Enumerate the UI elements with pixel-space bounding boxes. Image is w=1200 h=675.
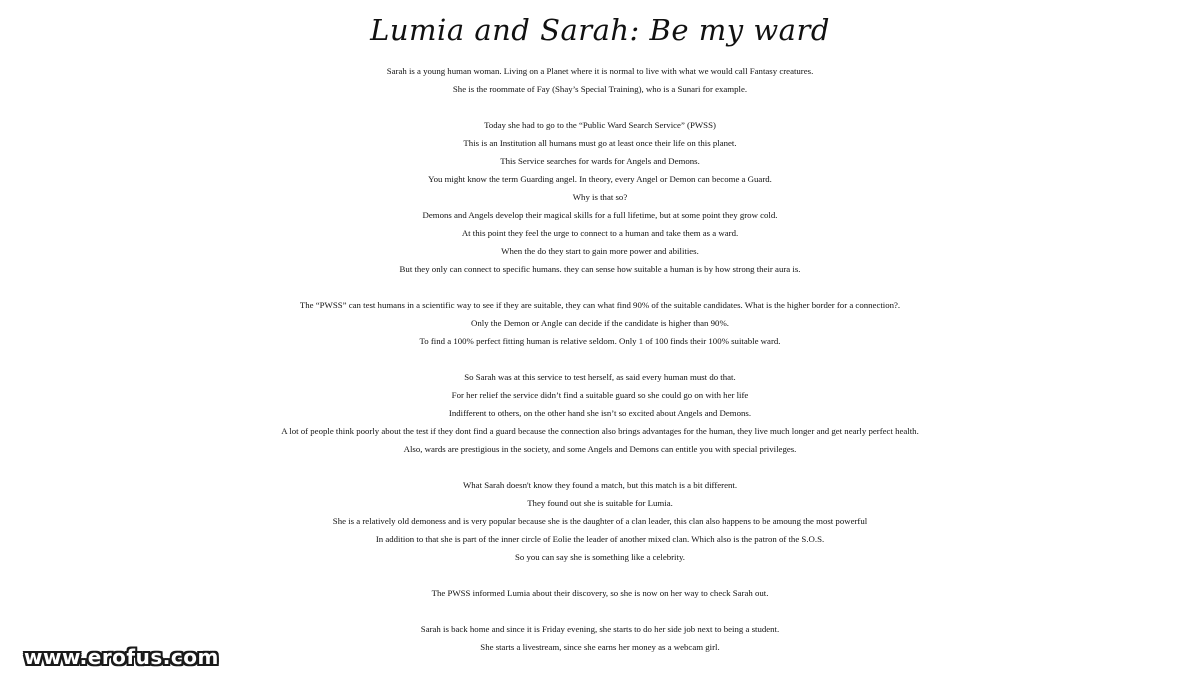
text-line: Only the Demon or Angle can decide if the candidate is higher than 90%.: [471, 318, 729, 328]
text-line: This Service searches for wards for Angels and Demons.: [500, 156, 700, 166]
paragraph-gap: [0, 602, 1200, 620]
text-line: Today she had to go to the “Public Ward Search Service” (PWSS): [484, 120, 716, 130]
text-line: The PWSS informed Lumia about their discovery, so she is now on her way to check Sarah out.: [431, 588, 769, 598]
paragraph-gap: [0, 566, 1200, 584]
text-line: Why is that so?: [572, 192, 628, 202]
text-line: Sarah is a young human woman. Living on a Planet where it is normal to live with what we would call Fantasy creatures.: [386, 66, 814, 76]
text-line: They found out she is suitable for Lumia.: [527, 498, 673, 508]
paragraph-gap: [0, 458, 1200, 476]
text-line: Demons and Angels develop their magical skills for a full lifetime, but at some point they grow cold.: [422, 210, 778, 220]
text-line: Sarah is back home and since it is Friday evening, she starts to do her side job next to being a student.: [420, 624, 780, 634]
text-line: She starts a livestream, since she earns her money as a webcam girl.: [480, 642, 720, 652]
text-line: She is a relatively old demoness and is very popular because she is the daughter of a clan leader, this clan also happens to be amoung the most powerful: [332, 516, 868, 526]
text-line: In addition to that she is part of the inner circle of Eolie the leader of another mixed clan. Which also is the patron of the S.O.S.: [375, 534, 825, 544]
text-line: At this point they feel the urge to connect to a human and take them as a ward.: [461, 228, 739, 238]
text-line: You might know the term Guarding angel. In theory, every Angel or Demon can become a Guard.: [428, 174, 772, 184]
paragraph-gap: [0, 278, 1200, 296]
text-line: The “PWSS” can test humans in a scientific way to see if they are suitable, they can what find 90% of the suitable candidates. What is the higher border for a connection?.: [299, 300, 901, 310]
page-title: Lumia and Sarah: Be my ward: [370, 13, 830, 47]
text-line: A lot of people think poorly about the test if they dont find a guard because the connection also brings advantages for the human, they live much longer and get nearly perfect health.: [281, 426, 919, 436]
text-line: Also, wards are prestigious in the society, and some Angels and Demons can entitle you with special privileges.: [403, 444, 797, 454]
text-line: She is the roommate of Fay (Shay’s Special Training), who is a Sunari for example.: [452, 84, 748, 94]
text-line: Indifferent to others, on the other hand she isn’t so excited about Angels and Demons.: [448, 408, 752, 418]
text-line: So Sarah was at this service to test herself, as said every human must do that.: [464, 372, 736, 382]
paragraph-gap: [0, 98, 1200, 116]
story-text: [0, 62, 1200, 656]
text-line: When the do they start to gain more power and abilities.: [501, 246, 699, 256]
watermark: www.erofus.com: [24, 645, 219, 669]
text-line: What Sarah doesn't know they found a match, but this match is a bit different.: [462, 480, 738, 490]
text-line: But they only can connect to specific humans. they can sense how suitable a human is by how strong their aura is.: [399, 264, 801, 274]
text-line: So you can say she is something like a celebrity.: [515, 552, 685, 562]
text-line: For her relief the service didn’t find a suitable guard so she could go on with her life: [451, 390, 749, 400]
paragraph-gap: [0, 350, 1200, 368]
text-line: To find a 100% perfect fitting human is relative seldom. Only 1 of 100 finds their 100% suitable ward.: [419, 336, 781, 346]
text-line: This is an Institution all humans must go at least once their life on this planet.: [463, 138, 737, 148]
